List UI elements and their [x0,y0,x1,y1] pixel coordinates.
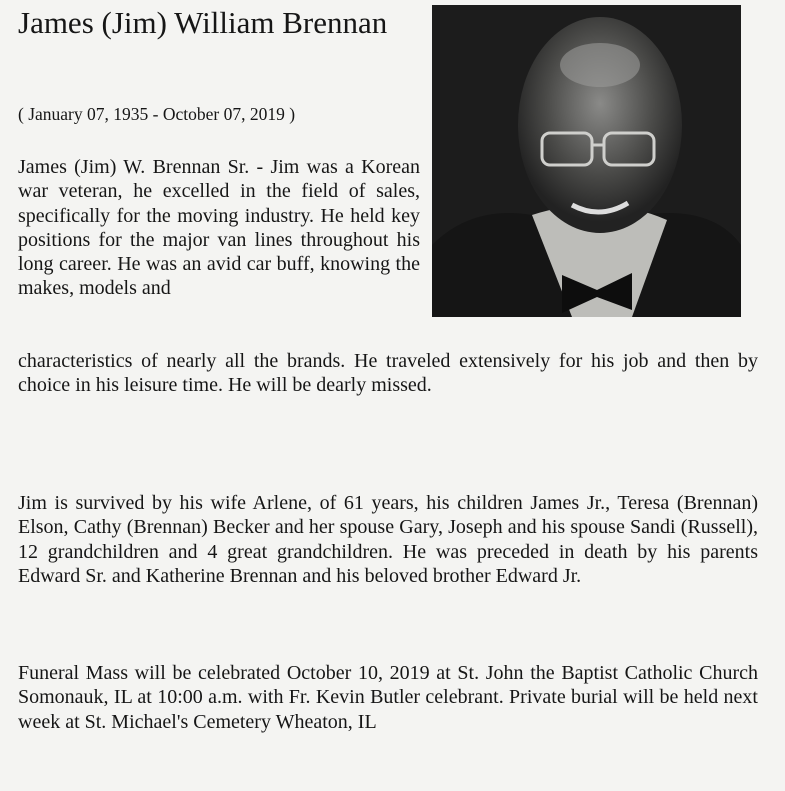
obituary-name: James (Jim) William Brennan [18,5,388,40]
portrait-photo [432,5,741,317]
life-dates: ( January 07, 1935 - October 07, 2019 ) [18,104,296,124]
biography-paragraph-continued: characteristics of nearly all the brands. He traveled extensively for his job and then by choice in his leisure time. He will be dearly missed. [18,350,758,397]
portrait-image [432,5,741,317]
biography-paragraph-wrapped: James (Jim) W. Brennan Sr. - Jim was a Korean war veteran, he excelled in the field of sales, specifically for the moving industry. He held key positions for the major van lines throughout his long career. He was an avid car buff, knowing the makes, models and [18,156,420,300]
survivors-paragraph: Jim is survived by his wife Arlene, of 61 years, his children James Jr., Teresa (Brennan) Elson, Cathy (Brennan) Becker and her spouse Gary, Joseph and his spouse Sandi (Russell), 12 grandchildren and 4 great grandchildren. He was preceded in death by his parents Edward Sr. and Katherine Brennan and his beloved brother Edward Jr. [18,492,758,587]
funeral-paragraph: Funeral Mass will be celebrated October 10, 2019 at St. John the Baptist Catholic Church Somonauk, IL at 10:00 a.m. with Fr. Kevin Butler celebrant. Private burial will be held next week at St. Michael's Cemetery Wheaton, IL [18,662,758,733]
